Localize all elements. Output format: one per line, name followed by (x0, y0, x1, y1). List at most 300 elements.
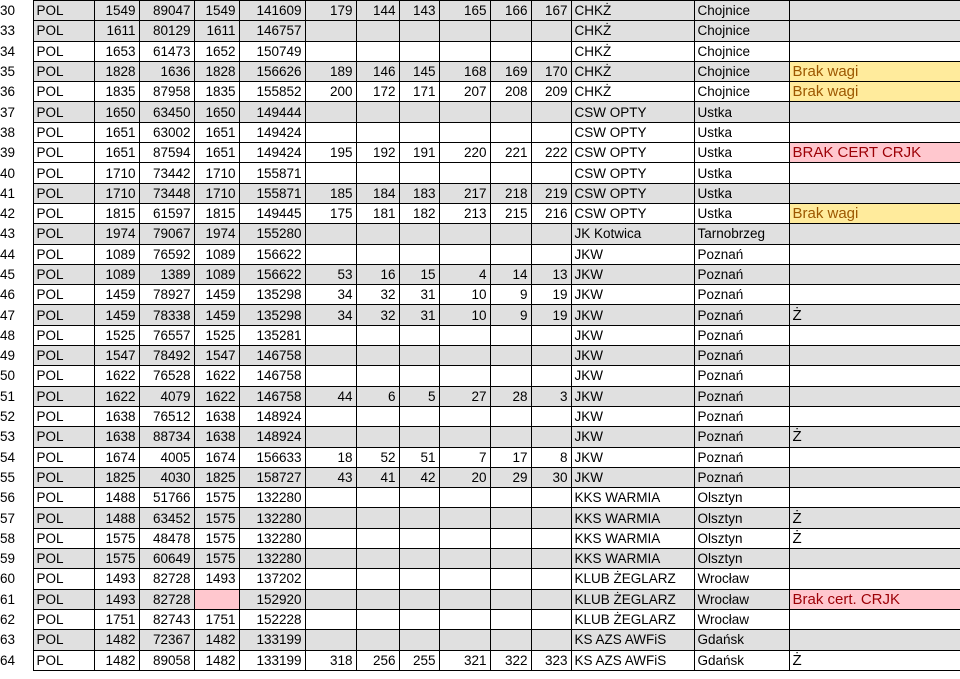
number-cell[interactable]: 1611 (194, 21, 239, 41)
country-cell[interactable]: POL (33, 630, 94, 650)
country-cell[interactable]: POL (33, 447, 94, 467)
number-cell[interactable]: 1835 (194, 82, 239, 102)
number-cell[interactable]: 215 (490, 203, 531, 223)
country-cell[interactable]: POL (33, 386, 94, 406)
number-cell[interactable]: 255 (399, 650, 439, 670)
number-cell[interactable]: 1828 (94, 61, 139, 81)
number-cell[interactable]: 1459 (194, 305, 239, 325)
number-cell[interactable] (531, 325, 571, 345)
number-cell[interactable]: 1575 (194, 488, 239, 508)
number-cell[interactable]: 1459 (94, 305, 139, 325)
number-cell[interactable] (490, 244, 531, 264)
city-cell[interactable]: Chojnice (694, 1, 789, 21)
country-cell[interactable]: POL (33, 285, 94, 305)
note-cell[interactable] (789, 102, 960, 122)
number-cell[interactable]: 34 (305, 305, 356, 325)
number-cell[interactable] (439, 508, 490, 528)
city-cell[interactable]: Chojnice (694, 61, 789, 81)
note-cell[interactable] (789, 285, 960, 305)
number-cell[interactable] (439, 163, 490, 183)
number-cell[interactable]: 14 (490, 264, 531, 284)
number-cell[interactable] (490, 325, 531, 345)
number-cell[interactable]: 219 (531, 183, 571, 203)
number-cell[interactable]: 1828 (194, 61, 239, 81)
note-cell[interactable]: Ż (789, 508, 960, 528)
city-cell[interactable]: Poznań (694, 305, 789, 325)
country-cell[interactable]: POL (33, 41, 94, 61)
number-cell[interactable]: 149445 (239, 203, 305, 223)
number-cell[interactable] (439, 102, 490, 122)
city-cell[interactable]: Chojnice (694, 82, 789, 102)
number-cell[interactable]: 78338 (139, 305, 194, 325)
number-cell[interactable] (356, 163, 399, 183)
number-cell[interactable]: 1710 (194, 163, 239, 183)
number-cell[interactable]: 18 (305, 447, 356, 467)
number-cell[interactable]: 1835 (94, 82, 139, 102)
number-cell[interactable] (490, 102, 531, 122)
note-cell[interactable] (789, 386, 960, 406)
number-cell[interactable]: 318 (305, 650, 356, 670)
number-cell[interactable]: 80129 (139, 21, 194, 41)
number-cell[interactable]: 63452 (139, 508, 194, 528)
number-cell[interactable]: 321 (439, 650, 490, 670)
number-cell[interactable] (399, 508, 439, 528)
number-cell[interactable] (305, 163, 356, 183)
number-cell[interactable]: 10 (439, 305, 490, 325)
number-cell[interactable] (439, 366, 490, 386)
number-cell[interactable]: 79067 (139, 224, 194, 244)
number-cell[interactable] (399, 427, 439, 447)
country-cell[interactable]: POL (33, 224, 94, 244)
number-cell[interactable] (356, 366, 399, 386)
country-cell[interactable]: POL (33, 569, 94, 589)
number-cell[interactable] (531, 21, 571, 41)
city-cell[interactable]: Ustka (694, 163, 789, 183)
number-cell[interactable]: 9 (490, 305, 531, 325)
number-cell[interactable] (490, 122, 531, 142)
club-cell[interactable]: JKW (571, 467, 694, 487)
note-cell[interactable] (789, 366, 960, 386)
number-cell[interactable]: 1575 (94, 528, 139, 548)
number-cell[interactable]: 189 (305, 61, 356, 81)
number-cell[interactable]: 4005 (139, 447, 194, 467)
city-cell[interactable]: Olsztyn (694, 549, 789, 569)
number-cell[interactable]: 87958 (139, 82, 194, 102)
city-cell[interactable]: Ustka (694, 203, 789, 223)
number-cell[interactable] (531, 427, 571, 447)
number-cell[interactable] (490, 406, 531, 426)
number-cell[interactable]: 220 (439, 143, 490, 163)
number-cell[interactable]: 63002 (139, 122, 194, 142)
note-cell[interactable] (789, 122, 960, 142)
number-cell[interactable]: 41 (356, 467, 399, 487)
number-cell[interactable] (356, 609, 399, 629)
number-cell[interactable]: 1651 (194, 122, 239, 142)
number-cell[interactable]: 51 (399, 447, 439, 467)
number-cell[interactable]: 52 (356, 447, 399, 467)
number-cell[interactable] (305, 630, 356, 650)
city-cell[interactable]: Ustka (694, 102, 789, 122)
club-cell[interactable]: JK Kotwica (571, 224, 694, 244)
note-cell[interactable]: Ż (789, 528, 960, 548)
number-cell[interactable]: 1651 (94, 143, 139, 163)
number-cell[interactable]: 32 (356, 305, 399, 325)
number-cell[interactable] (399, 163, 439, 183)
note-cell[interactable] (789, 244, 960, 264)
number-cell[interactable]: 82728 (139, 589, 194, 609)
number-cell[interactable]: 88734 (139, 427, 194, 447)
number-cell[interactable]: 168 (439, 61, 490, 81)
number-cell[interactable]: 322 (490, 650, 531, 670)
number-cell[interactable]: 208 (490, 82, 531, 102)
number-cell[interactable]: 4079 (139, 386, 194, 406)
number-cell[interactable]: 179 (305, 1, 356, 21)
number-cell[interactable]: 30 (531, 467, 571, 487)
number-cell[interactable] (531, 406, 571, 426)
number-cell[interactable]: 256 (356, 650, 399, 670)
number-cell[interactable] (305, 569, 356, 589)
number-cell[interactable]: 76512 (139, 406, 194, 426)
number-cell[interactable]: 155852 (239, 82, 305, 102)
note-cell[interactable]: Ż (789, 650, 960, 670)
number-cell[interactable]: 155871 (239, 163, 305, 183)
number-cell[interactable]: 1547 (94, 346, 139, 366)
number-cell[interactable]: 31 (399, 285, 439, 305)
city-cell[interactable]: Wrocław (694, 609, 789, 629)
number-cell[interactable] (490, 549, 531, 569)
club-cell[interactable]: KS AZS AWFiS (571, 630, 694, 650)
number-cell[interactable]: 89047 (139, 1, 194, 21)
number-cell[interactable]: 1653 (94, 41, 139, 61)
number-cell[interactable] (439, 427, 490, 447)
number-cell[interactable]: 51766 (139, 488, 194, 508)
number-cell[interactable]: 1089 (94, 244, 139, 264)
number-cell[interactable]: 132280 (239, 488, 305, 508)
city-cell[interactable]: Poznań (694, 264, 789, 284)
number-cell[interactable]: 146758 (239, 386, 305, 406)
number-cell[interactable]: 5 (399, 386, 439, 406)
number-cell[interactable] (531, 122, 571, 142)
number-cell[interactable]: 1622 (94, 366, 139, 386)
club-cell[interactable]: JKW (571, 305, 694, 325)
club-cell[interactable]: CSW OPTY (571, 102, 694, 122)
number-cell[interactable] (399, 569, 439, 589)
number-cell[interactable] (305, 21, 356, 41)
number-cell[interactable]: 207 (439, 82, 490, 102)
number-cell[interactable]: 135298 (239, 285, 305, 305)
country-cell[interactable]: POL (33, 102, 94, 122)
number-cell[interactable]: 1089 (94, 264, 139, 284)
number-cell[interactable]: 170 (531, 61, 571, 81)
number-cell[interactable] (531, 508, 571, 528)
number-cell[interactable] (531, 630, 571, 650)
number-cell[interactable] (439, 41, 490, 61)
number-cell[interactable]: 175 (305, 203, 356, 223)
number-cell[interactable]: 1482 (94, 630, 139, 650)
number-cell[interactable]: 166 (490, 1, 531, 21)
country-cell[interactable]: POL (33, 549, 94, 569)
number-cell[interactable]: 1974 (194, 224, 239, 244)
number-cell[interactable] (531, 609, 571, 629)
number-cell[interactable]: 218 (490, 183, 531, 203)
country-cell[interactable]: POL (33, 488, 94, 508)
number-cell[interactable] (439, 589, 490, 609)
city-cell[interactable]: Olsztyn (694, 508, 789, 528)
club-cell[interactable]: JKW (571, 447, 694, 467)
number-cell[interactable]: 146757 (239, 21, 305, 41)
number-cell[interactable] (490, 630, 531, 650)
number-cell[interactable] (490, 609, 531, 629)
number-cell[interactable]: 1674 (194, 447, 239, 467)
number-cell[interactable]: 4030 (139, 467, 194, 487)
number-cell[interactable] (356, 488, 399, 508)
number-cell[interactable]: 1650 (194, 102, 239, 122)
number-cell[interactable]: 156622 (239, 244, 305, 264)
number-cell[interactable]: 158727 (239, 467, 305, 487)
note-cell[interactable] (789, 549, 960, 569)
number-cell[interactable] (305, 224, 356, 244)
club-cell[interactable]: CHKŻ (571, 21, 694, 41)
number-cell[interactable] (356, 102, 399, 122)
number-cell[interactable]: 133199 (239, 650, 305, 670)
number-cell[interactable]: 1651 (94, 122, 139, 142)
number-cell[interactable]: 141609 (239, 1, 305, 21)
number-cell[interactable] (194, 589, 239, 609)
number-cell[interactable]: 132280 (239, 528, 305, 548)
number-cell[interactable] (399, 21, 439, 41)
number-cell[interactable]: 4 (439, 264, 490, 284)
number-cell[interactable] (356, 21, 399, 41)
number-cell[interactable] (439, 244, 490, 264)
number-cell[interactable] (490, 488, 531, 508)
club-cell[interactable]: JKW (571, 264, 694, 284)
number-cell[interactable] (356, 41, 399, 61)
number-cell[interactable]: 76557 (139, 325, 194, 345)
number-cell[interactable]: 1710 (194, 183, 239, 203)
number-cell[interactable]: 1493 (94, 589, 139, 609)
country-cell[interactable]: POL (33, 163, 94, 183)
number-cell[interactable] (439, 528, 490, 548)
number-cell[interactable]: 209 (531, 82, 571, 102)
club-cell[interactable]: JKW (571, 244, 694, 264)
number-cell[interactable] (531, 528, 571, 548)
club-cell[interactable]: KLUB ŻEGLARZ (571, 609, 694, 629)
number-cell[interactable]: 200 (305, 82, 356, 102)
number-cell[interactable]: 1493 (194, 569, 239, 589)
number-cell[interactable] (399, 549, 439, 569)
country-cell[interactable]: POL (33, 244, 94, 264)
note-cell[interactable]: Brak wagi (789, 203, 960, 223)
number-cell[interactable]: 6 (356, 386, 399, 406)
club-cell[interactable]: KLUB ŻEGLARZ (571, 589, 694, 609)
number-cell[interactable]: 182 (399, 203, 439, 223)
number-cell[interactable]: 191 (399, 143, 439, 163)
number-cell[interactable]: 146 (356, 61, 399, 81)
note-cell[interactable] (789, 21, 960, 41)
number-cell[interactable] (356, 589, 399, 609)
note-cell[interactable] (789, 264, 960, 284)
number-cell[interactable] (356, 528, 399, 548)
number-cell[interactable] (439, 549, 490, 569)
number-cell[interactable]: 28 (490, 386, 531, 406)
city-cell[interactable]: Poznań (694, 386, 789, 406)
number-cell[interactable] (439, 630, 490, 650)
number-cell[interactable] (305, 41, 356, 61)
number-cell[interactable]: 1674 (94, 447, 139, 467)
number-cell[interactable] (439, 406, 490, 426)
number-cell[interactable]: 63450 (139, 102, 194, 122)
number-cell[interactable]: 1825 (94, 467, 139, 487)
number-cell[interactable] (356, 224, 399, 244)
number-cell[interactable] (490, 163, 531, 183)
number-cell[interactable]: 82728 (139, 569, 194, 589)
number-cell[interactable] (531, 569, 571, 589)
number-cell[interactable]: 29 (490, 467, 531, 487)
number-cell[interactable]: 15 (399, 264, 439, 284)
number-cell[interactable]: 1549 (94, 1, 139, 21)
club-cell[interactable]: CSW OPTY (571, 163, 694, 183)
number-cell[interactable] (399, 244, 439, 264)
club-cell[interactable]: CHKŻ (571, 1, 694, 21)
number-cell[interactable] (305, 122, 356, 142)
number-cell[interactable]: 1493 (94, 569, 139, 589)
number-cell[interactable] (305, 406, 356, 426)
number-cell[interactable]: 78492 (139, 346, 194, 366)
club-cell[interactable]: KLUB ŻEGLARZ (571, 569, 694, 589)
number-cell[interactable]: 192 (356, 143, 399, 163)
number-cell[interactable] (490, 508, 531, 528)
number-cell[interactable]: 3 (531, 386, 571, 406)
number-cell[interactable]: 1611 (94, 21, 139, 41)
number-cell[interactable] (305, 508, 356, 528)
number-cell[interactable]: 1482 (194, 630, 239, 650)
note-cell[interactable] (789, 1, 960, 21)
country-cell[interactable]: POL (33, 305, 94, 325)
note-cell[interactable] (789, 630, 960, 650)
number-cell[interactable]: 8 (531, 447, 571, 467)
number-cell[interactable]: 87594 (139, 143, 194, 163)
number-cell[interactable]: 34 (305, 285, 356, 305)
number-cell[interactable]: 82743 (139, 609, 194, 629)
number-cell[interactable]: 1751 (94, 609, 139, 629)
number-cell[interactable]: 1389 (139, 264, 194, 284)
club-cell[interactable]: CSW OPTY (571, 183, 694, 203)
club-cell[interactable]: CSW OPTY (571, 203, 694, 223)
number-cell[interactable]: 1652 (194, 41, 239, 61)
number-cell[interactable]: 76592 (139, 244, 194, 264)
country-cell[interactable]: POL (33, 122, 94, 142)
city-cell[interactable]: Ustka (694, 183, 789, 203)
number-cell[interactable]: 73442 (139, 163, 194, 183)
country-cell[interactable]: POL (33, 264, 94, 284)
club-cell[interactable]: KKS WARMIA (571, 488, 694, 508)
city-cell[interactable]: Olsztyn (694, 488, 789, 508)
number-cell[interactable]: 43 (305, 467, 356, 487)
city-cell[interactable]: Poznań (694, 406, 789, 426)
note-cell[interactable]: Brak cert. CRJK (789, 589, 960, 609)
number-cell[interactable]: 195 (305, 143, 356, 163)
number-cell[interactable]: 1575 (194, 528, 239, 548)
city-cell[interactable]: Poznań (694, 244, 789, 264)
number-cell[interactable]: 76528 (139, 366, 194, 386)
number-cell[interactable]: 148924 (239, 427, 305, 447)
country-cell[interactable]: POL (33, 61, 94, 81)
number-cell[interactable]: 149424 (239, 143, 305, 163)
number-cell[interactable]: 145 (399, 61, 439, 81)
number-cell[interactable] (356, 346, 399, 366)
note-cell[interactable] (789, 183, 960, 203)
number-cell[interactable]: 1488 (94, 508, 139, 528)
number-cell[interactable]: 1525 (194, 325, 239, 345)
number-cell[interactable] (399, 102, 439, 122)
number-cell[interactable] (399, 609, 439, 629)
number-cell[interactable] (356, 427, 399, 447)
number-cell[interactable] (356, 508, 399, 528)
number-cell[interactable] (439, 325, 490, 345)
number-cell[interactable]: 184 (356, 183, 399, 203)
number-cell[interactable]: 1636 (139, 61, 194, 81)
number-cell[interactable] (439, 569, 490, 589)
number-cell[interactable] (490, 569, 531, 589)
city-cell[interactable]: Tarnobrzeg (694, 224, 789, 244)
number-cell[interactable]: 132280 (239, 508, 305, 528)
country-cell[interactable]: POL (33, 406, 94, 426)
number-cell[interactable]: 135298 (239, 305, 305, 325)
number-cell[interactable]: 78927 (139, 285, 194, 305)
number-cell[interactable]: 169 (490, 61, 531, 81)
country-cell[interactable]: POL (33, 346, 94, 366)
number-cell[interactable]: 73448 (139, 183, 194, 203)
number-cell[interactable] (439, 488, 490, 508)
number-cell[interactable]: 149424 (239, 122, 305, 142)
number-cell[interactable]: 213 (439, 203, 490, 223)
number-cell[interactable]: 155280 (239, 224, 305, 244)
number-cell[interactable]: 17 (490, 447, 531, 467)
country-cell[interactable]: POL (33, 183, 94, 203)
number-cell[interactable] (305, 488, 356, 508)
number-cell[interactable]: 1488 (94, 488, 139, 508)
number-cell[interactable] (531, 244, 571, 264)
number-cell[interactable]: 1825 (194, 467, 239, 487)
number-cell[interactable]: 143 (399, 1, 439, 21)
number-cell[interactable] (531, 366, 571, 386)
country-cell[interactable]: POL (33, 1, 94, 21)
number-cell[interactable]: 1575 (194, 508, 239, 528)
note-cell[interactable] (789, 41, 960, 61)
number-cell[interactable] (399, 366, 439, 386)
number-cell[interactable]: 89058 (139, 650, 194, 670)
country-cell[interactable]: POL (33, 82, 94, 102)
number-cell[interactable]: 44 (305, 386, 356, 406)
note-cell[interactable]: Ż (789, 305, 960, 325)
city-cell[interactable]: Chojnice (694, 41, 789, 61)
number-cell[interactable]: 167 (531, 1, 571, 21)
number-cell[interactable]: 183 (399, 183, 439, 203)
number-cell[interactable] (305, 549, 356, 569)
number-cell[interactable] (490, 224, 531, 244)
number-cell[interactable]: 1089 (194, 244, 239, 264)
number-cell[interactable] (439, 122, 490, 142)
note-cell[interactable] (789, 447, 960, 467)
city-cell[interactable]: Poznań (694, 325, 789, 345)
number-cell[interactable] (490, 366, 531, 386)
number-cell[interactable] (356, 569, 399, 589)
number-cell[interactable]: 1710 (94, 183, 139, 203)
number-cell[interactable]: 61597 (139, 203, 194, 223)
number-cell[interactable] (531, 346, 571, 366)
club-cell[interactable]: JKW (571, 285, 694, 305)
note-cell[interactable] (789, 325, 960, 345)
